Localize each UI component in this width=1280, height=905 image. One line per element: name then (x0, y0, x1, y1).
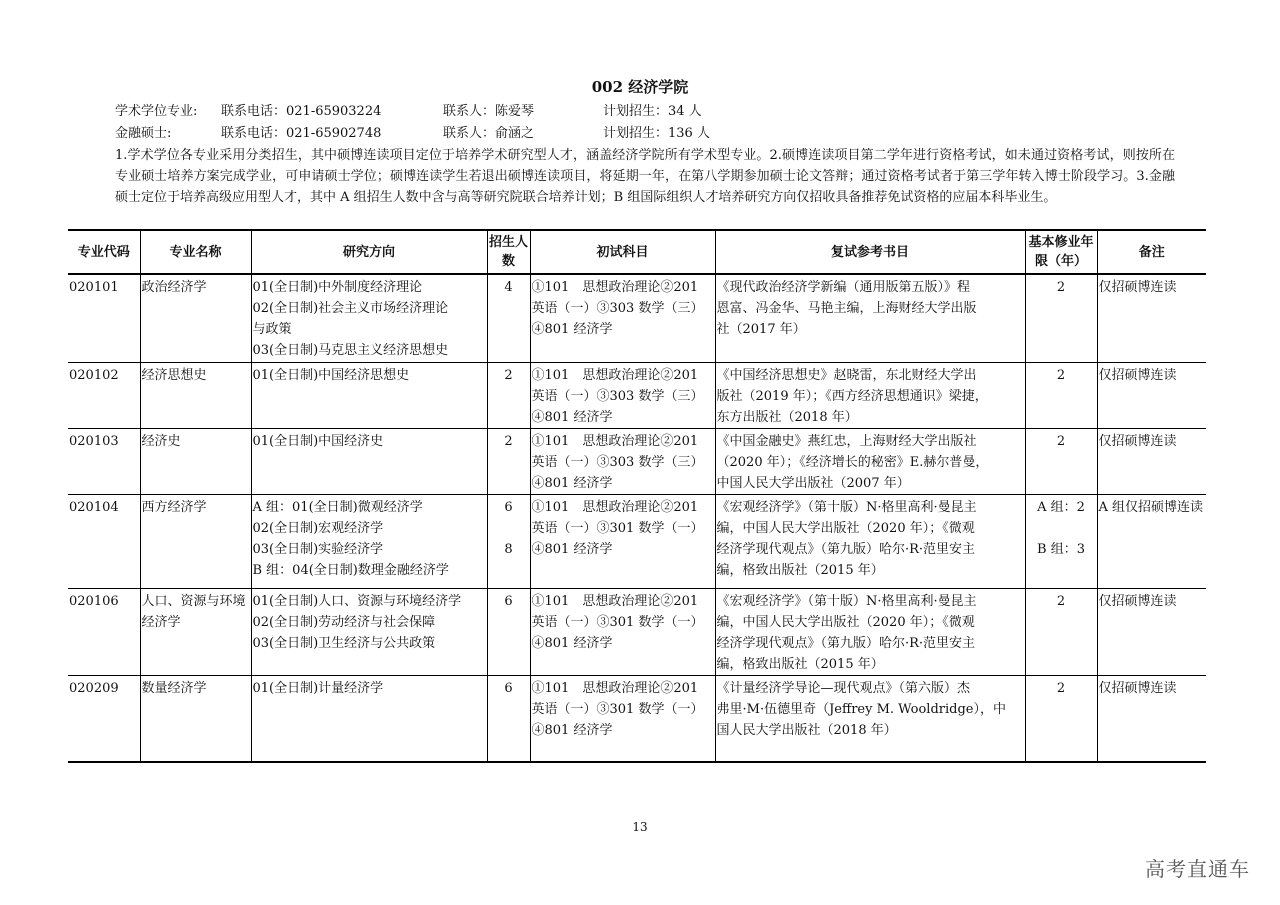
cell-exams (530, 494, 715, 588)
page-title: 002 经济学院 (591, 78, 689, 96)
book-line: 恩富、冯金华、马艳主编，上海财经大学出版 (716, 301, 977, 316)
program-name: 西方经济学 (141, 499, 207, 515)
program-name: 数量经济学 (141, 680, 207, 696)
cell-remark (1097, 494, 1206, 588)
exam-line: ④801 经济学 (531, 322, 613, 337)
cell-books (715, 362, 1025, 428)
table-row (68, 428, 1206, 494)
program-name: 人口、资源与环境经济学 (141, 593, 246, 630)
cell-name (140, 428, 251, 494)
exam-line: 英语（一）③303 数学（三） (531, 301, 704, 316)
exam-line: ④801 经济学 (531, 635, 613, 651)
contact-phone-finance: 联系电话：021-65902748 (221, 126, 382, 141)
book-line: 编，中国人民大学出版社（2020 年）；《微观 (716, 614, 975, 630)
enrollment-count: 8 (504, 541, 513, 557)
direction-line: 01(全日制)中国经济史 (252, 433, 384, 449)
cell-exams (530, 428, 715, 494)
cell-count (487, 675, 530, 762)
cell-direction (251, 494, 487, 588)
page-number: 13 (632, 820, 648, 834)
direction-line: 01(全日制)计量经济学 (252, 680, 384, 696)
admission-notes: 1.学术学位各专业采用分类招生，其中硕博连读项目定位于培养学术研究型人才，涵盖经济学院所有学术型专业。2.硕博连读项目第二学年进行资格考试，如未通过资格考试，则按所在专业硕士培养方案完成学业，可申请硕士学位；硕博连读学生若退出硕博连读项目，将延期一年，在第八学期参加硕士论文答辩；通过资格考试者于第三学年转入博士阶段学习。3.金融硕士定位于培养高级应用型人才，其中 A 组招生人数中含与高等研究院联合培养计划；B 组国际组织人才培养研究方向仅招收具备推荐免试资格的应届本科毕业生。 (115, 148, 1175, 205)
cell-exams (530, 362, 715, 428)
enrollment-count: 2 (504, 367, 513, 383)
cell-books (715, 428, 1025, 494)
cell-code (68, 494, 140, 588)
remark-text: 仅招硕博连读 (1098, 593, 1177, 609)
direction-line: A 组：01(全日制)微观经济学 (252, 499, 423, 515)
enrollment-count: 6 (504, 680, 513, 696)
cell-code (68, 274, 140, 362)
program-table (68, 229, 1206, 763)
exam-line: ④801 经济学 (531, 541, 613, 557)
cell-count (487, 588, 530, 675)
exam-line: 英语（一）③303 数学（三） (531, 454, 704, 470)
cell-count (487, 362, 530, 428)
study-years: A 组：2 (1037, 499, 1085, 515)
exam-line: ①101 思想政治理论②201 (531, 593, 699, 609)
cell-remark (1097, 274, 1206, 362)
cell-books (715, 494, 1025, 588)
cell-count (487, 428, 530, 494)
exam-line: 英语（一）③303 数学（三） (531, 388, 704, 404)
cell-books (715, 588, 1025, 675)
cell-name (140, 494, 251, 588)
program-code: 020103 (69, 433, 119, 449)
cell-exams (530, 675, 715, 762)
exam-line: ①101 思想政治理论②201 (531, 367, 699, 383)
direction-line: 02(全日制)宏观经济学 (252, 520, 384, 536)
cell-name (140, 362, 251, 428)
direction-line: 02(全日制)劳动经济与社会保障 (252, 614, 436, 630)
cell-exams (530, 274, 715, 362)
header-count: 招生人数 (487, 230, 530, 274)
book-line: 《计量经济学导论—现代观点》（第六版）杰 (716, 680, 971, 696)
study-years: B 组：3 (1037, 541, 1085, 557)
enrollment-count: 6 (504, 499, 513, 515)
exam-line: 英语（一）③301 数学（一） (531, 614, 704, 630)
study-years: 2 (1056, 280, 1066, 295)
book-line: 编，中国人民大学出版社（2020 年）；《微观 (716, 520, 975, 536)
enrollment-count: 2 (504, 433, 513, 449)
header-code: 专业代码 (68, 230, 140, 274)
cell-direction (251, 428, 487, 494)
cell-years (1025, 675, 1097, 762)
cell-books (715, 675, 1025, 762)
program-code: 020209 (69, 680, 119, 696)
direction-line: 02(全日制)社会主义市场经济理论 (252, 301, 449, 316)
contact-quota-academic: 计划招生：34 人 (603, 104, 702, 119)
enrollment-count: 6 (504, 593, 513, 609)
header-books: 复试参考书目 (715, 230, 1025, 274)
program-name: 经济思想史 (141, 367, 207, 383)
header-years: 基本修业年限（年） (1025, 230, 1097, 274)
cell-exams (530, 588, 715, 675)
enrollment-count: 4 (504, 280, 513, 295)
cell-direction (251, 675, 487, 762)
remark-text: A 组仅招硕博连读 (1098, 499, 1204, 515)
book-line: 编，格致出版社（2015 年） (716, 656, 884, 672)
program-code: 020104 (69, 499, 119, 515)
exam-line: ①101 思想政治理论②201 (531, 680, 699, 696)
cell-direction (251, 362, 487, 428)
exam-line: ①101 思想政治理论②201 (531, 433, 699, 449)
study-years: 2 (1056, 680, 1066, 696)
program-name: 政治经济学 (141, 280, 207, 295)
book-line: 经济学现代观点》（第九版）哈尔·R·范里安主 (716, 635, 976, 651)
exam-line: 英语（一）③301 数学（一） (531, 701, 704, 717)
header-name: 专业名称 (140, 230, 251, 274)
exam-line: ④801 经济学 (531, 409, 613, 425)
cell-books (715, 274, 1025, 362)
table-header-row (68, 230, 1206, 274)
direction-line: 03(全日制)马克思主义经济思想史 (252, 343, 449, 358)
exam-line: ①101 思想政治理论②201 (531, 280, 699, 295)
cell-code (68, 675, 140, 762)
contact-type-academic: 学术学位专业: (115, 104, 198, 119)
cell-remark (1097, 588, 1206, 675)
direction-line: 与政策 (252, 322, 292, 337)
program-name: 经济史 (141, 433, 181, 449)
cell-count (487, 494, 530, 588)
cell-name (140, 274, 251, 362)
direction-line: 01(全日制)中外制度经济理论 (252, 280, 423, 295)
book-line: 《中国金融史》燕红忠，上海财经大学出版社 (716, 433, 977, 449)
contact-type-finance: 金融硕士: (115, 126, 172, 141)
cell-name (140, 588, 251, 675)
direction-line: 01(全日制)人口、资源与环境经济学 (252, 593, 462, 609)
study-years: 2 (1056, 367, 1066, 383)
header-exams: 初试科目 (530, 230, 715, 274)
book-line: 社（2017 年） (716, 322, 806, 337)
book-line: 《宏观经济学》（第十版）N·格里高利·曼昆主 (716, 499, 977, 515)
contact-quota-finance: 计划招生：136 人 (603, 126, 710, 141)
table-row (68, 588, 1206, 675)
remark-text: 仅招硕博连读 (1098, 680, 1177, 696)
book-line: （2020 年）；《经济增长的秘密》E.赫尔普曼， (716, 454, 989, 470)
direction-line: 03(全日制)卫生经济与公共政策 (252, 635, 436, 651)
book-line: 编，格致出版社（2015 年） (716, 562, 884, 578)
remark-text: 仅招硕博连读 (1098, 280, 1177, 295)
contact-phone-academic: 联系电话：021-65903224 (221, 104, 382, 119)
contact-person-academic: 联系人：陈爱琴 (443, 104, 535, 119)
table-row (68, 362, 1206, 428)
study-years: 2 (1056, 593, 1066, 609)
cell-code (68, 428, 140, 494)
book-line: 东方出版社（2018 年） (716, 409, 858, 425)
book-line: 《宏观经济学》（第十版）N·格里高利·曼昆主 (716, 593, 977, 609)
table-row (68, 675, 1206, 762)
book-line: 中国人民大学出版社（2007 年） (716, 475, 910, 491)
cell-count (487, 274, 530, 362)
book-line: 《中国经济思想史》赵晓雷，东北财经大学出 (716, 367, 977, 383)
cell-name (140, 675, 251, 762)
exam-line: ④801 经济学 (531, 722, 613, 738)
cell-years (1025, 274, 1097, 362)
contact-person-finance: 联系人：俞涵之 (443, 126, 535, 141)
program-code: 020101 (69, 280, 119, 295)
book-line: 《现代政治经济学新编（通用版第五版）》程 (716, 280, 971, 295)
table-row (68, 494, 1206, 588)
book-line: 经济学现代观点》（第九版）哈尔·R·范里安主 (716, 541, 976, 557)
table-row (68, 274, 1206, 362)
cell-years (1025, 428, 1097, 494)
exam-line: ④801 经济学 (531, 475, 613, 491)
header-remark: 备注 (1097, 230, 1206, 274)
program-code: 020102 (69, 367, 119, 383)
cell-years (1025, 588, 1097, 675)
cell-years (1025, 494, 1097, 588)
cell-remark (1097, 428, 1206, 494)
cell-direction (251, 588, 487, 675)
exam-line: 英语（一）③301 数学（一） (531, 520, 704, 536)
program-code: 020106 (69, 593, 119, 609)
remark-text: 仅招硕博连读 (1098, 367, 1177, 383)
book-line: 弗里·M·伍德里奇（Jeffrey M. Wooldridge），中 (716, 701, 1006, 717)
study-years: 2 (1056, 433, 1066, 449)
cell-remark (1097, 675, 1206, 762)
exam-line: ①101 思想政治理论②201 (531, 499, 699, 515)
cell-years (1025, 362, 1097, 428)
cell-remark (1097, 362, 1206, 428)
cell-direction (251, 274, 487, 362)
direction-line: B 组：04(全日制)数理金融经济学 (252, 562, 449, 578)
book-line: 国人民大学出版社（2018 年） (716, 722, 897, 738)
direction-line: 03(全日制)实验经济学 (252, 541, 384, 557)
cell-code (68, 362, 140, 428)
direction-line: 01(全日制)中国经济思想史 (252, 367, 410, 383)
book-line: 版社（2019 年）；《西方经济思想通识》梁捷， (716, 388, 988, 404)
watermark-text: 高考直通车 (1145, 857, 1250, 881)
remark-text: 仅招硕博连读 (1098, 433, 1177, 449)
cell-code (68, 588, 140, 675)
header-direction: 研究方向 (251, 230, 487, 274)
